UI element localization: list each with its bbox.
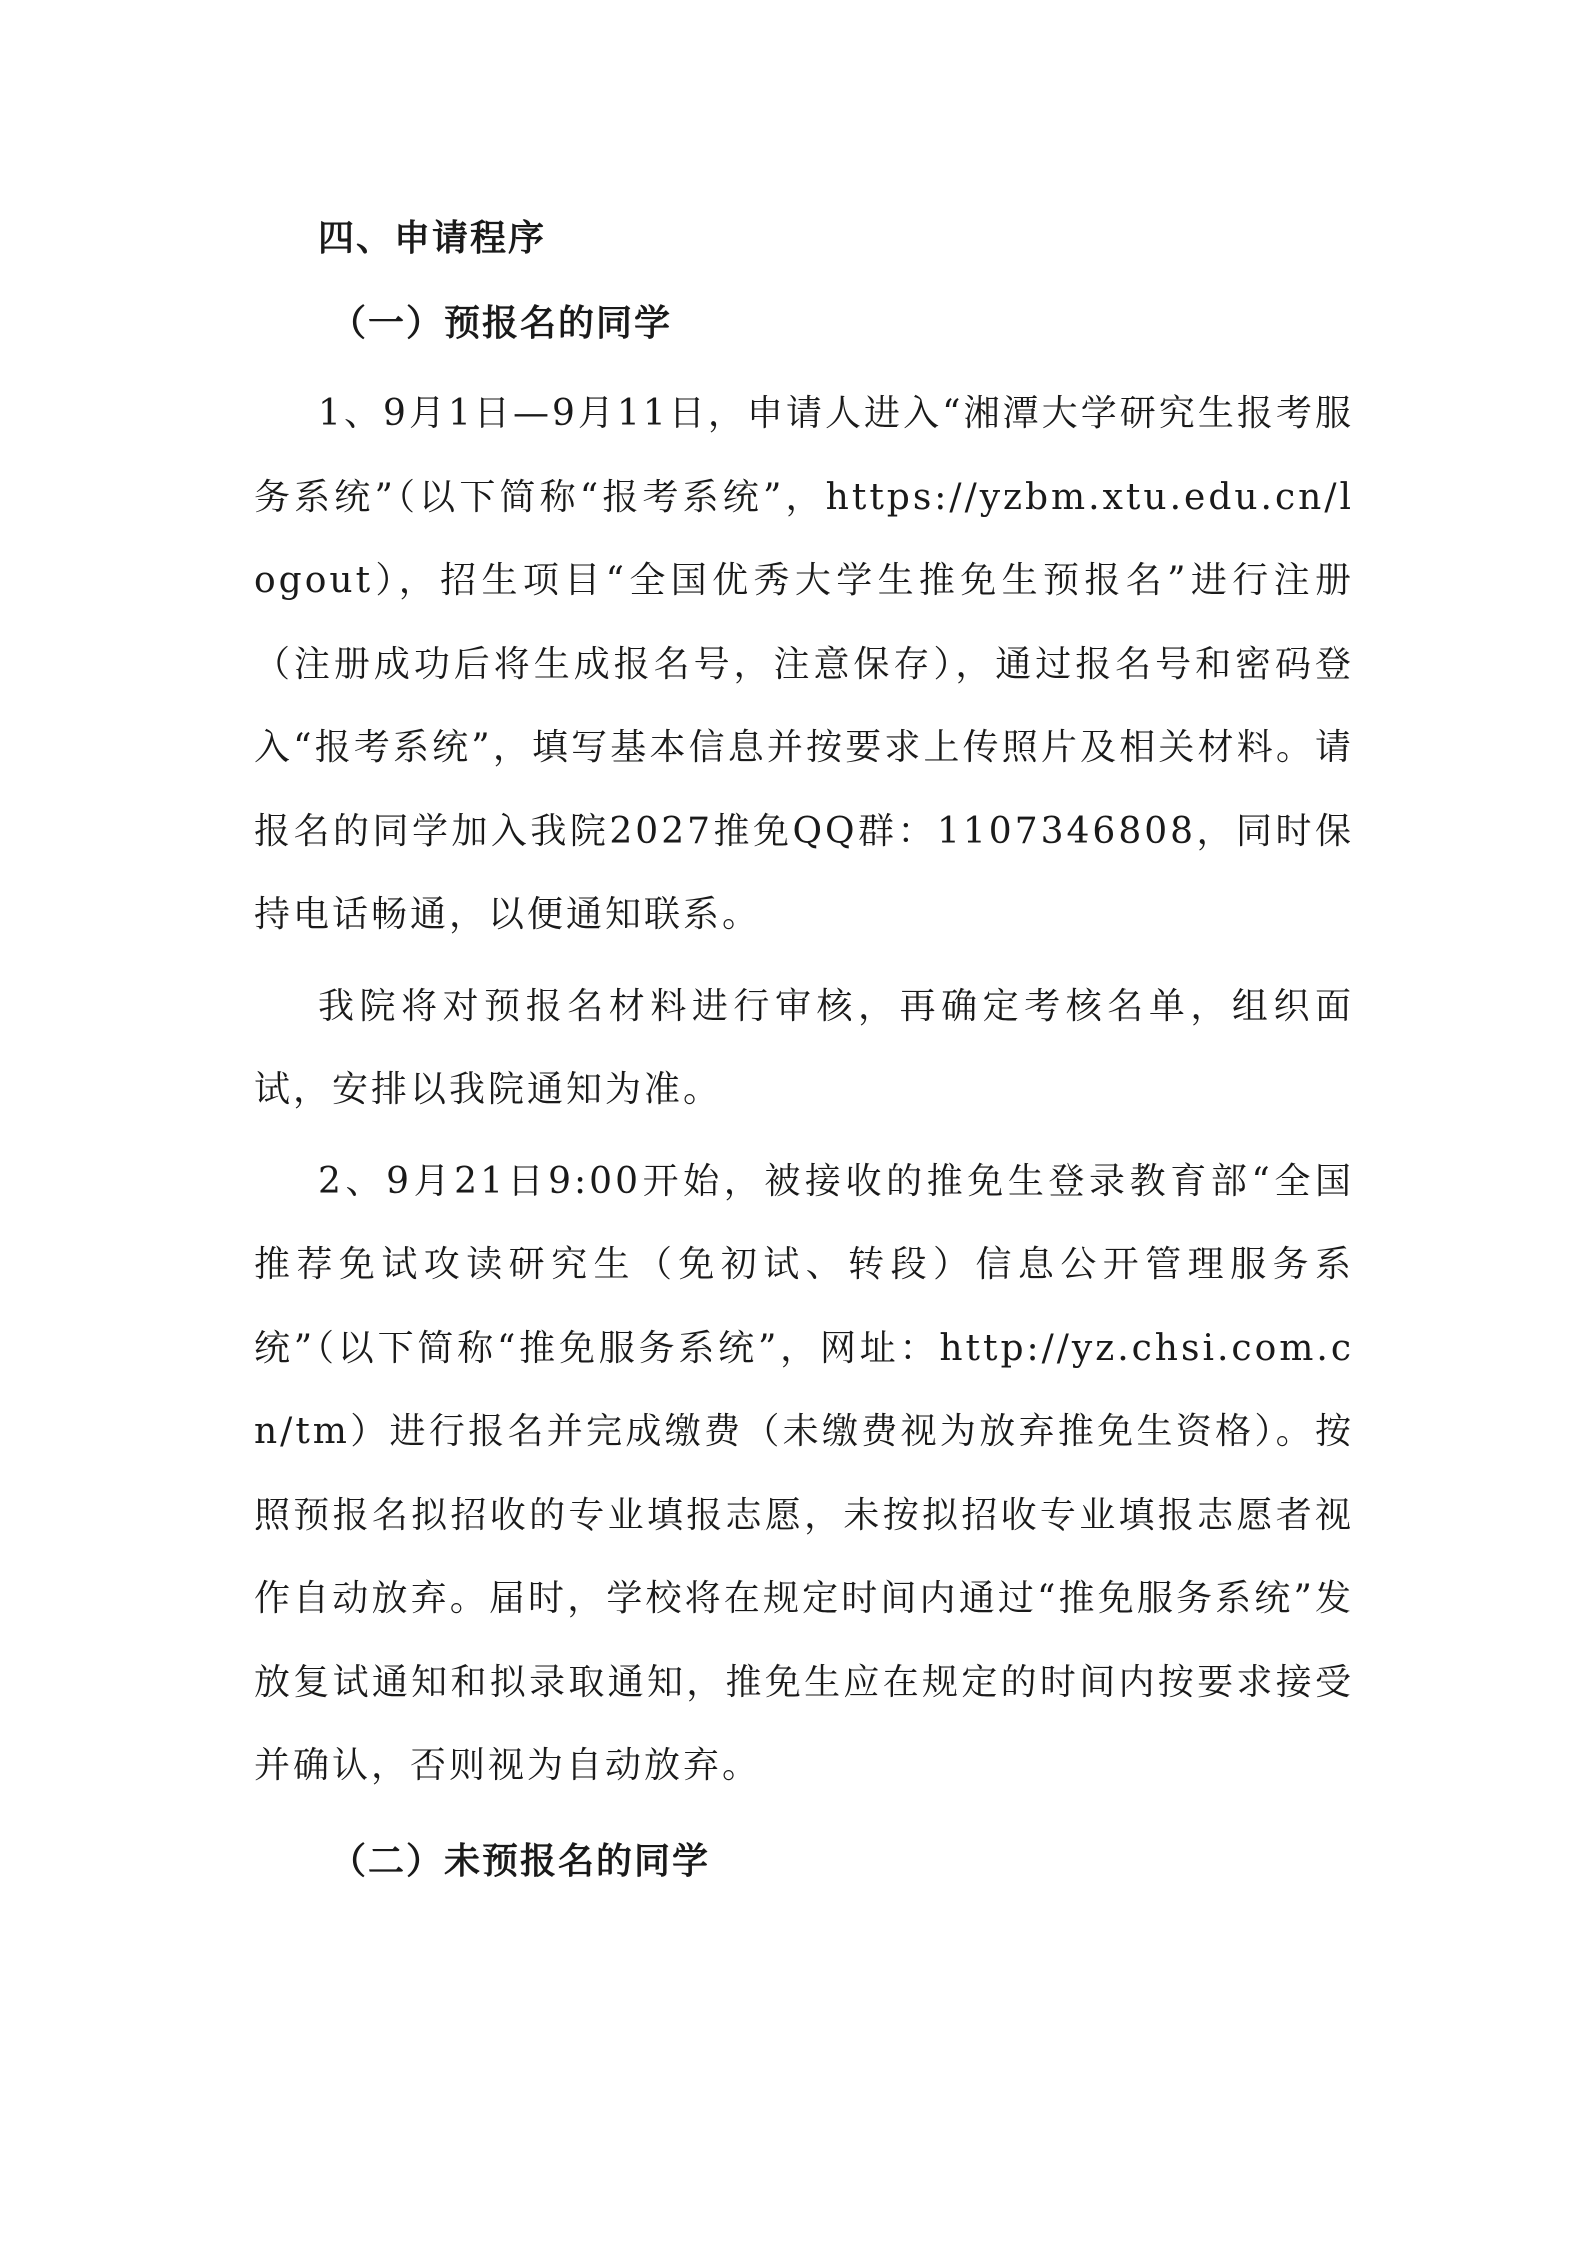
subsection-heading-pre-registered: （一）预报名的同学 <box>330 302 673 344</box>
section-heading: 四、申请程序 <box>318 217 547 259</box>
subsection-heading-not-pre-registered: （二）未预报名的同学 <box>330 1839 711 1882</box>
paragraph-step-1: 1、9月1日—9月11日，申请人进入“湘潭大学研究生报考服务系统”（以下简称“报考系统”，https://yzbm.xtu.edu.cn/logout），招生项目“全国优秀大学生推免生预报名”进行注册（注册成功后将生成报名号，注意保存），通过报名号和密码登入“报考系统”，填写基本信息并按要求上传照片及相关材料。请报名的同学加入我院2027推免QQ群：1107346808，同时保持电话畅通，以便通知联系。 <box>254 393 1354 935</box>
paragraph-review: 我院将对预报名材料进行审核，再确定考核名单，组织面试，安排以我院通知为准。 <box>254 985 1354 1110</box>
paragraph-step-2: 2、9月21日9:00开始，被接收的推免生登录教育部“全国推荐免试攻读研究生（免初试、转段）信息公开管理服务系统”（以下简称“推免服务系统”，网址：http://yz.chsi.com.cn/tm）进行报名并完成缴费（未缴费视为放弃推免生资格）。按照预报名拟招收的专业填报志愿，未按拟招收专业填报志愿者视作自动放弃。届时，学校将在规定时间内通过“推免服务系统”发放复试通知和拟录取通知，推免生应在规定的时间内按要求接受并确认，否则视为自动放弃。 <box>254 1160 1354 1786</box>
document-body <box>254 205 1354 1886</box>
